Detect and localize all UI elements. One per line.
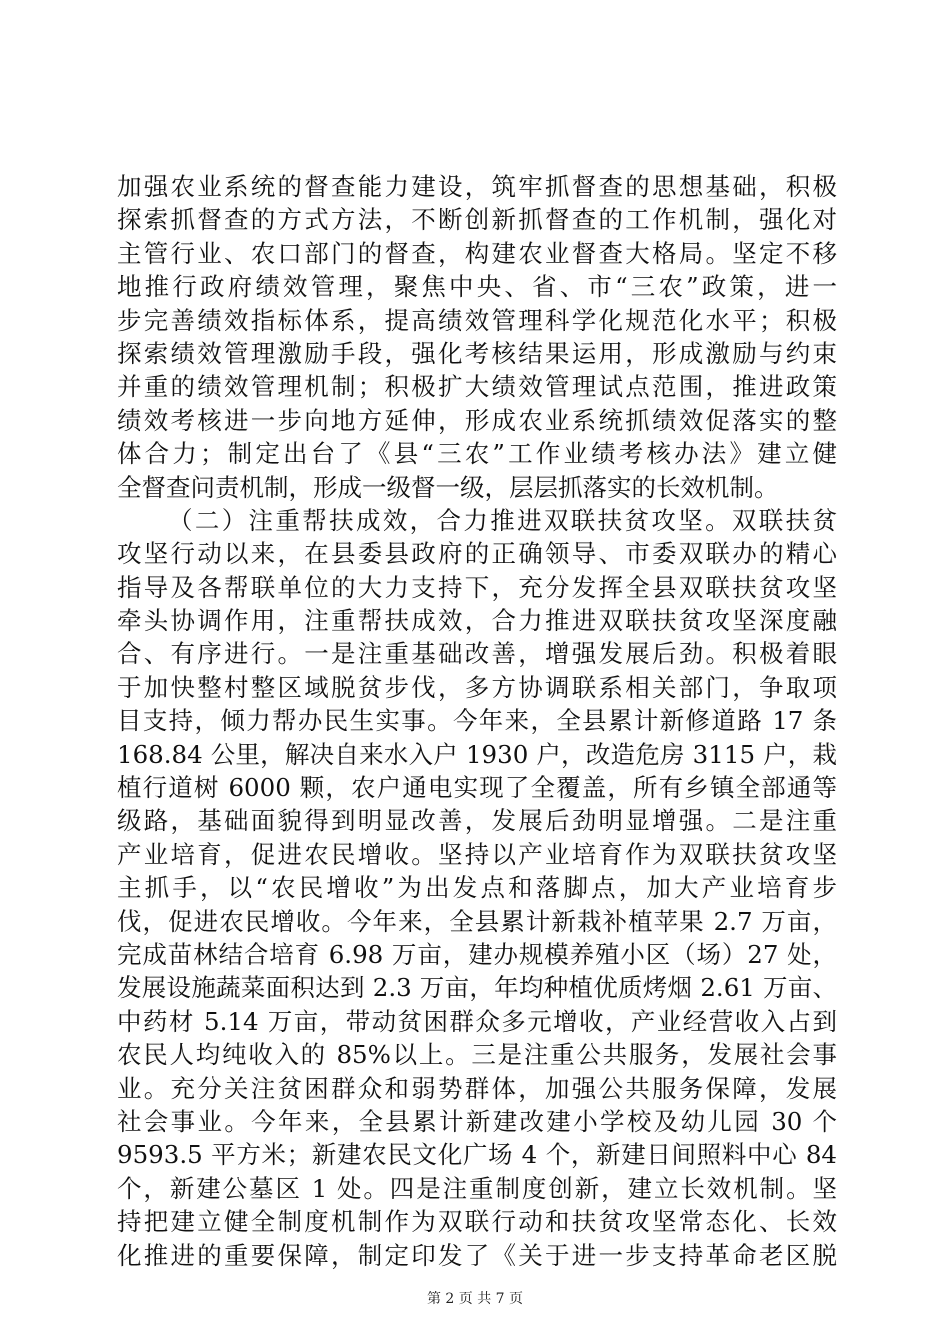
- text-line: 于加快整村整区域脱贫步伐，多方协调联系相关部门，争取项: [117, 672, 837, 702]
- text-line: 地推行政府绩效管理，聚焦中央、省、市“三农”政策，进一: [117, 272, 837, 302]
- text-line: 个，新建公墓区 1 处。四是注重制度创新，建立长效机制。坚: [117, 1173, 837, 1203]
- text-line: 农民人均纯收入的 85%以上。三是注重公共服务，发展社会事: [117, 1040, 837, 1070]
- text-line: 持把建立健全制度机制作为双联行动和扶贫攻坚常态化、长效: [117, 1207, 837, 1237]
- text-line: 168.84 公里，解决自来水入户 1930 户，改造危房 3115 户，栽: [117, 739, 837, 769]
- page-number-footer: 第 2 页 共 7 页: [426, 1291, 524, 1307]
- text-line: 主管行业、农口部门的督查，构建农业督查大格局。坚定不移: [117, 238, 837, 268]
- text-line: 中药材 5.14 万亩，带动贫困群众多元增收，产业经营收入占到: [117, 1006, 837, 1036]
- section-heading-line: （二）注重帮扶成效，合力推进双联扶贫攻坚。双联扶贫: [168, 505, 837, 535]
- text-line: 完成苗林结合培育 6.98 万亩，建办规模养殖小区（场）27 处，: [117, 939, 837, 969]
- text-line: 级路，基础面貌得到明显改善，发展后劲明显增强。二是注重: [117, 806, 837, 836]
- text-line: 9593.5 平方米；新建农民文化广场 4 个，新建日间照料中心 84: [117, 1140, 837, 1170]
- text-line: 指导及各帮联单位的大力支持下，充分发挥全县双联扶贫攻坚: [117, 572, 837, 602]
- text-line: 目支持，倾力帮办民生实事。今年来，全县累计新修道路 17 条: [117, 706, 837, 736]
- text-line: 化推进的重要保障，制定印发了《关于进一步支持革命老区脱: [117, 1240, 837, 1270]
- text-line: 主抓手，以“农民增收”为出发点和落脚点，加大产业培育步: [117, 873, 837, 903]
- text-line: 牵头协调作用，注重帮扶成效，合力推进双联扶贫攻坚深度融: [117, 606, 837, 636]
- text-line: 社会事业。今年来，全县累计新建改建小学校及幼儿园 30 个: [117, 1106, 837, 1136]
- text-line: 探索抓督查的方式方法，不断创新抓督查的工作机制，强化对: [117, 205, 837, 235]
- text-line: 业。充分关注贫困群众和弱势群体，加强公共服务保障，发展: [117, 1073, 837, 1103]
- text-line: 步完善绩效指标体系，提高绩效管理科学化规范化水平；积极: [117, 305, 837, 335]
- text-line: 体合力；制定出台了《县“三农”工作业绩考核办法》建立健: [117, 439, 837, 469]
- text-line: 并重的绩效管理机制；积极扩大绩效管理试点范围，推进政策: [117, 372, 837, 402]
- body-text: [117, 170, 837, 1272]
- text-line: 探索绩效管理激励手段，强化考核结果运用，形成激励与约束: [117, 338, 837, 368]
- text-line: 加强农业系统的督查能力建设，筑牢抓督查的思想基础，积极: [117, 172, 837, 201]
- text-line: 植行道树 6000 颗，农户通电实现了全覆盖，所有乡镇全部通等: [117, 773, 837, 803]
- text-line: 合、有序进行。一是注重基础改善，增强发展后劲。积极着眼: [117, 639, 837, 669]
- text-line: 绩效考核进一步向地方延伸，形成农业系统抓绩效促落实的整: [117, 405, 837, 435]
- text-line: 全督查问责机制，形成一级督一级，层层抓落实的长效机制。: [117, 472, 779, 502]
- text-line: 伐，促进农民增收。今年来，全县累计新栽补植苹果 2.7 万亩，: [117, 906, 837, 936]
- text-line: 产业培育，促进农民增收。坚持以产业培育作为双联扶贫攻坚: [117, 839, 837, 869]
- text-line: 攻坚行动以来，在县委县政府的正确领导、市委双联办的精心: [117, 539, 837, 569]
- text-line: 发展设施蔬菜面积达到 2.3 万亩，年均种植优质烤烟 2.61 万亩、: [117, 973, 837, 1003]
